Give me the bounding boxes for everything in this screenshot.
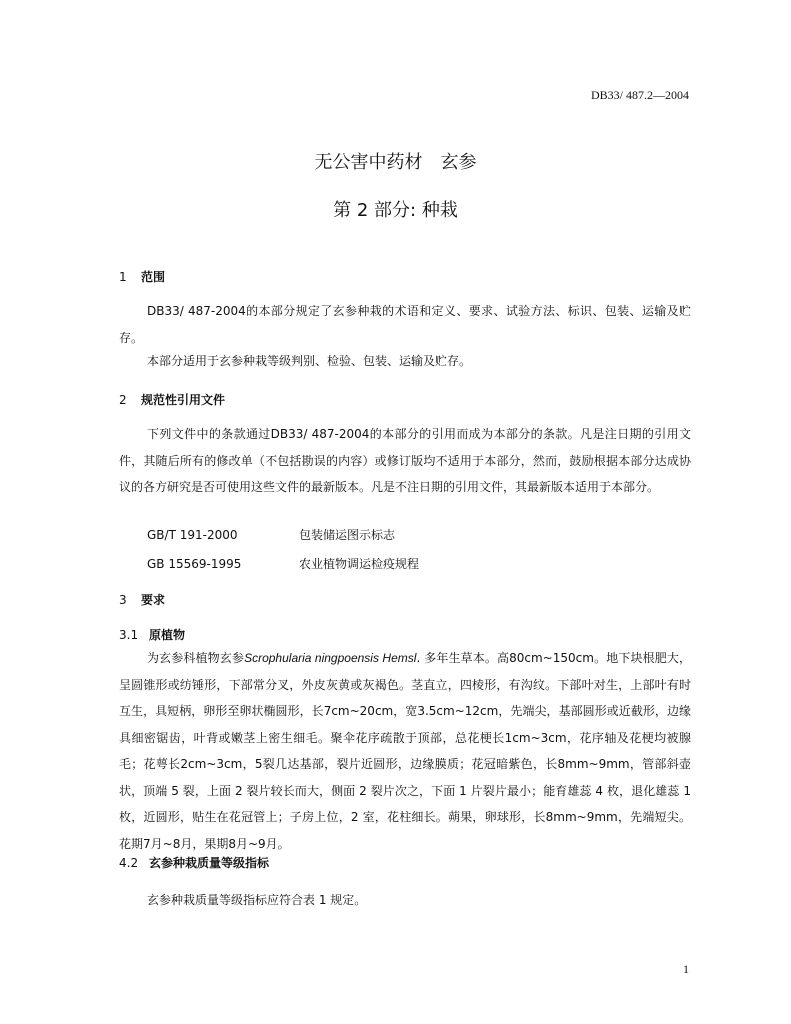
paragraph-scope-1: DB33/ 487-2004的本部分规定了玄参种栽的术语和定义、要求、试验方法、标识、包装、运输及贮存。 <box>119 304 691 345</box>
document-title: 无公害中药材 玄参 <box>314 152 477 173</box>
reference-code: GB 15569-1995 <box>147 557 242 571</box>
paragraph-plant-description <box>119 645 691 857</box>
reference-row <box>147 555 419 572</box>
reference-title: 农业植物调运检疫规程 <box>299 557 420 571</box>
section-heading-requirements <box>119 591 165 608</box>
section-heading-plant <box>119 626 185 643</box>
paragraph-grade: 玄参种栽质量等级指标应符合表 1 规定。 <box>147 893 367 907</box>
section-heading-references <box>119 391 225 408</box>
paragraph-references: 下列文件中的条款通过DB33/ 487-2004的本部分的引用而成为本部分的条款。凡是注日期的引用文件，其随后所有的修改单（不包括勘误的内容）或修订版均不适用于本部分，然而，鼓励根据本部分达成协议的各方研究是否可使用这些文件的最新版本。凡是不注日期的引用文件，其最新版本适用于本部分。 <box>119 427 691 494</box>
reference-title: 包装储运图示标志 <box>299 528 396 542</box>
section-number: 4.2 <box>119 856 139 870</box>
section-title: 规范性引用文件 <box>141 393 226 407</box>
page-number: 1 <box>683 962 689 976</box>
section-number: 2 <box>119 393 127 407</box>
reference-row <box>147 526 395 543</box>
standard-code: DB33/ 487.2—2004 <box>590 88 689 102</box>
section-title: 范围 <box>141 270 166 284</box>
section-title: 原植物 <box>149 628 186 642</box>
reference-code: GB/T 191-2000 <box>147 528 238 542</box>
section-heading-scope <box>119 268 165 285</box>
document-subtitle: 第 2 部分: 种栽 <box>333 200 458 221</box>
section-title: 要求 <box>141 593 166 607</box>
plant-text-post: . 多年生草本。高80cm~150cm。地下块根肥大，呈圆锥形或纺锤形，下部常分叉，外皮灰黄或灰褐色。茎直立，四棱形，有沟纹。下部叶对生，上部叶有时互生，具短柄，卵形至卵状椭圆形，长7cm~20cm，宽3.5cm~12cm，先端尖，基部圆形或近截形，边缘具细密锯齿，叶背或嫩茎上密生细毛。聚伞花序疏散于顶部，总花梗长1cm~3cm，花序轴及花梗均被腺毛；花萼长2cm~3cm，5裂几达基部，裂片近圆形，边缘膜质；花冠暗紫色，长8mm~9mm，管部斜壶状，顶端 5 裂，上面 2 裂片较长而大，侧面 2 裂片次之，下面 1 片裂片最小；能育雄蕊 4 枚，退化雄蕊 1 枚，近圆形，贴生在花冠管上；子房上位，2 室，花柱细长。蒴果，卵球形，长8mm~9mm，先端短尖。花期7月~8月，果期8月~9月。 <box>119 651 691 851</box>
paragraph-scope-2: 本部分适用于玄参种栽等级判别、检验、包装、运输及贮存。 <box>147 354 472 368</box>
section-heading-grade <box>119 854 269 871</box>
section-number: 3 <box>119 593 127 607</box>
plant-latin-name: Scrophularia ningpoensis Hemsl <box>244 651 417 665</box>
section-number: 1 <box>119 270 127 284</box>
section-title: 玄参种栽质量等级指标 <box>149 856 270 870</box>
section-number: 3.1 <box>119 628 139 642</box>
plant-text-pre: 为玄参科植物玄参 <box>147 651 245 665</box>
